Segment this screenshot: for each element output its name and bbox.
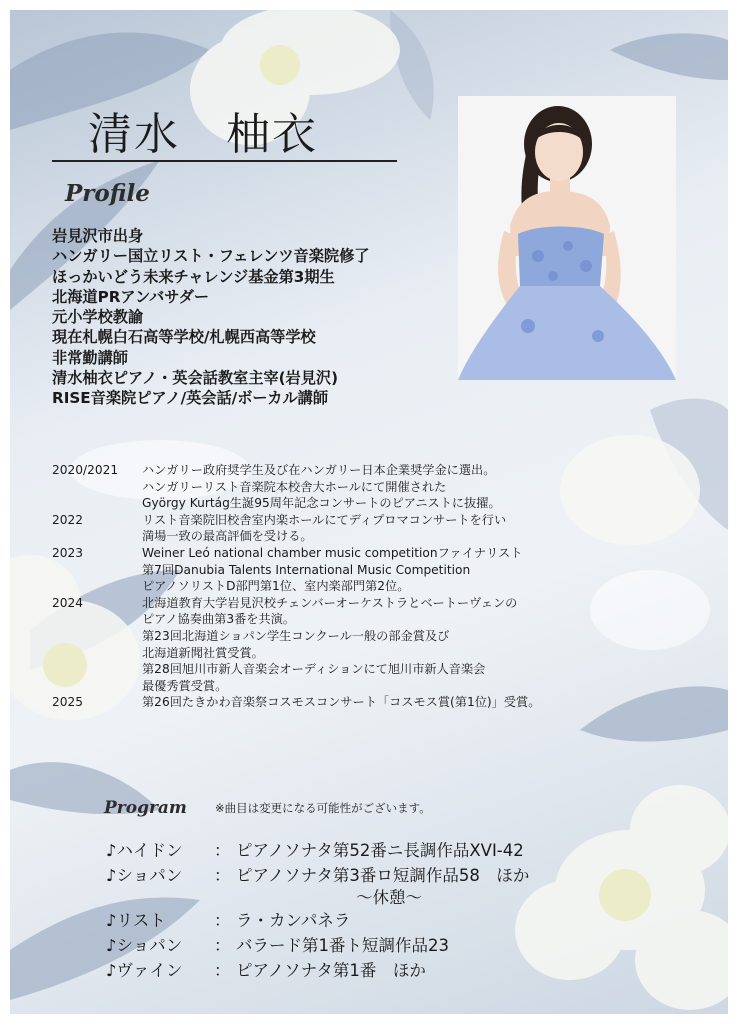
timeline-year: 2022 bbox=[52, 512, 84, 527]
timeline-entry bbox=[52, 595, 672, 695]
program-item bbox=[106, 933, 529, 958]
intermission-label: ～休憩～ bbox=[356, 888, 422, 907]
program-work: ピアノソナタ第3番ロ短調作品58 ほか bbox=[236, 866, 530, 885]
profile-line: ほっかいどう未来チャレンジ基金第3期生 bbox=[52, 267, 335, 286]
timeline-text: 北海道教育大学岩見沢校チェンバーオーケストラとベートーヴェンの bbox=[142, 595, 518, 610]
timeline-text: 第7回Danubia Talents International Music Competition bbox=[142, 562, 471, 577]
program-separator: ： bbox=[214, 841, 231, 860]
program-work: ピアノソナタ第52番ニ長調作品XVI-42 bbox=[236, 841, 524, 860]
performer-photo bbox=[458, 96, 676, 380]
profile-line: ハンガリー国立リスト・フェレンツ音楽院修了 bbox=[52, 247, 370, 266]
program-composer: ♪ショパン bbox=[106, 936, 183, 955]
timeline-entry bbox=[52, 545, 672, 595]
timeline-year: 2020/2021 bbox=[52, 463, 119, 477]
performer-name: 清水 柚衣 bbox=[88, 109, 318, 160]
timeline-text: 第23回北海道ショパン学生コンクール一般の部金賞及び bbox=[142, 628, 450, 643]
program-note: ※曲目は変更になる可能性がございます。 bbox=[215, 801, 431, 815]
timeline-text: 北海道新聞社賞受賞。 bbox=[142, 645, 264, 660]
program-composer: ♪ショパン bbox=[106, 866, 183, 885]
program-item bbox=[106, 908, 529, 933]
timeline-text: 第26回たきかわ音楽祭コスモスコンサート「コスモス賞(第1位)」受賞。 bbox=[142, 695, 541, 710]
program-separator: ： bbox=[214, 961, 231, 980]
timeline-text: Weiner Leó national chamber music competitionファイナリスト bbox=[142, 545, 523, 560]
profile-line: 非常勤講師 bbox=[52, 348, 128, 367]
timeline-text: リスト音楽院旧校舎室内楽ホールにてディプロマコンサートを行い bbox=[142, 512, 507, 527]
timeline-text: ハンガリー政府奨学生及び在ハンガリー日本企業奨学金に選出。 bbox=[142, 463, 496, 477]
profile-heading: Profile bbox=[65, 180, 150, 207]
timeline-entry bbox=[52, 694, 672, 711]
program-item bbox=[106, 863, 529, 888]
program-separator: ： bbox=[214, 936, 231, 955]
timeline-year: 2024 bbox=[52, 595, 84, 610]
program-work: ピアノソナタ第1番 ほか bbox=[236, 961, 426, 980]
timeline-entry bbox=[52, 462, 672, 512]
program-separator: ： bbox=[214, 866, 231, 885]
program-composer: ♪ヴァイン bbox=[106, 961, 183, 980]
timeline-text: ピアノ協奏曲第3番を共演。 bbox=[142, 612, 296, 627]
program-item bbox=[106, 958, 529, 983]
program-separator: ： bbox=[214, 911, 231, 930]
program-composer: ♪ハイドン bbox=[106, 841, 183, 860]
timeline-text: 第28回旭川市新人音楽会オーディションにて旭川市新人音楽会 bbox=[142, 662, 486, 677]
flyer-page bbox=[10, 10, 728, 1014]
timeline-text: 満場一致の最高評価を受ける。 bbox=[142, 529, 313, 544]
timeline-year: 2025 bbox=[52, 695, 84, 710]
program-heading: Program bbox=[104, 798, 187, 818]
timeline-year: 2023 bbox=[52, 545, 84, 560]
title-underline bbox=[52, 160, 397, 162]
timeline-text: ハンガリーリスト音楽院本校舎大ホールにて開催された bbox=[142, 479, 447, 494]
program-list bbox=[106, 838, 529, 983]
program-composer: ♪リスト bbox=[106, 911, 166, 930]
profile-list bbox=[52, 226, 370, 409]
profile-line: 清水柚衣ピアノ・英会話教室主宰(岩見沢) bbox=[52, 369, 339, 388]
profile-line: 岩見沢市出身 bbox=[52, 227, 144, 245]
program-item bbox=[106, 838, 529, 863]
profile-line: 元小学校教諭 bbox=[52, 308, 144, 327]
timeline-text: György Kurtág生誕95周年記念コンサートのピアニストに抜擢。 bbox=[142, 496, 501, 511]
timeline-entry bbox=[52, 512, 672, 545]
timeline-text: ピアノソリストD部門第1位、室内楽部門第2位。 bbox=[142, 579, 410, 594]
timeline-text: 最優秀賞受賞。 bbox=[142, 678, 228, 693]
profile-line: 北海道PRアンバサダー bbox=[52, 287, 210, 306]
program-work: バラード第1番ト短調作品23 bbox=[236, 936, 449, 955]
profile-line: 現在札幌白石高等学校/札幌西高等学校 bbox=[52, 328, 316, 347]
program-work: ラ・カンパネラ bbox=[236, 911, 351, 930]
career-timeline bbox=[52, 462, 672, 711]
profile-line: RISE音楽院ピアノ/英会話/ボーカル講師 bbox=[52, 389, 329, 408]
